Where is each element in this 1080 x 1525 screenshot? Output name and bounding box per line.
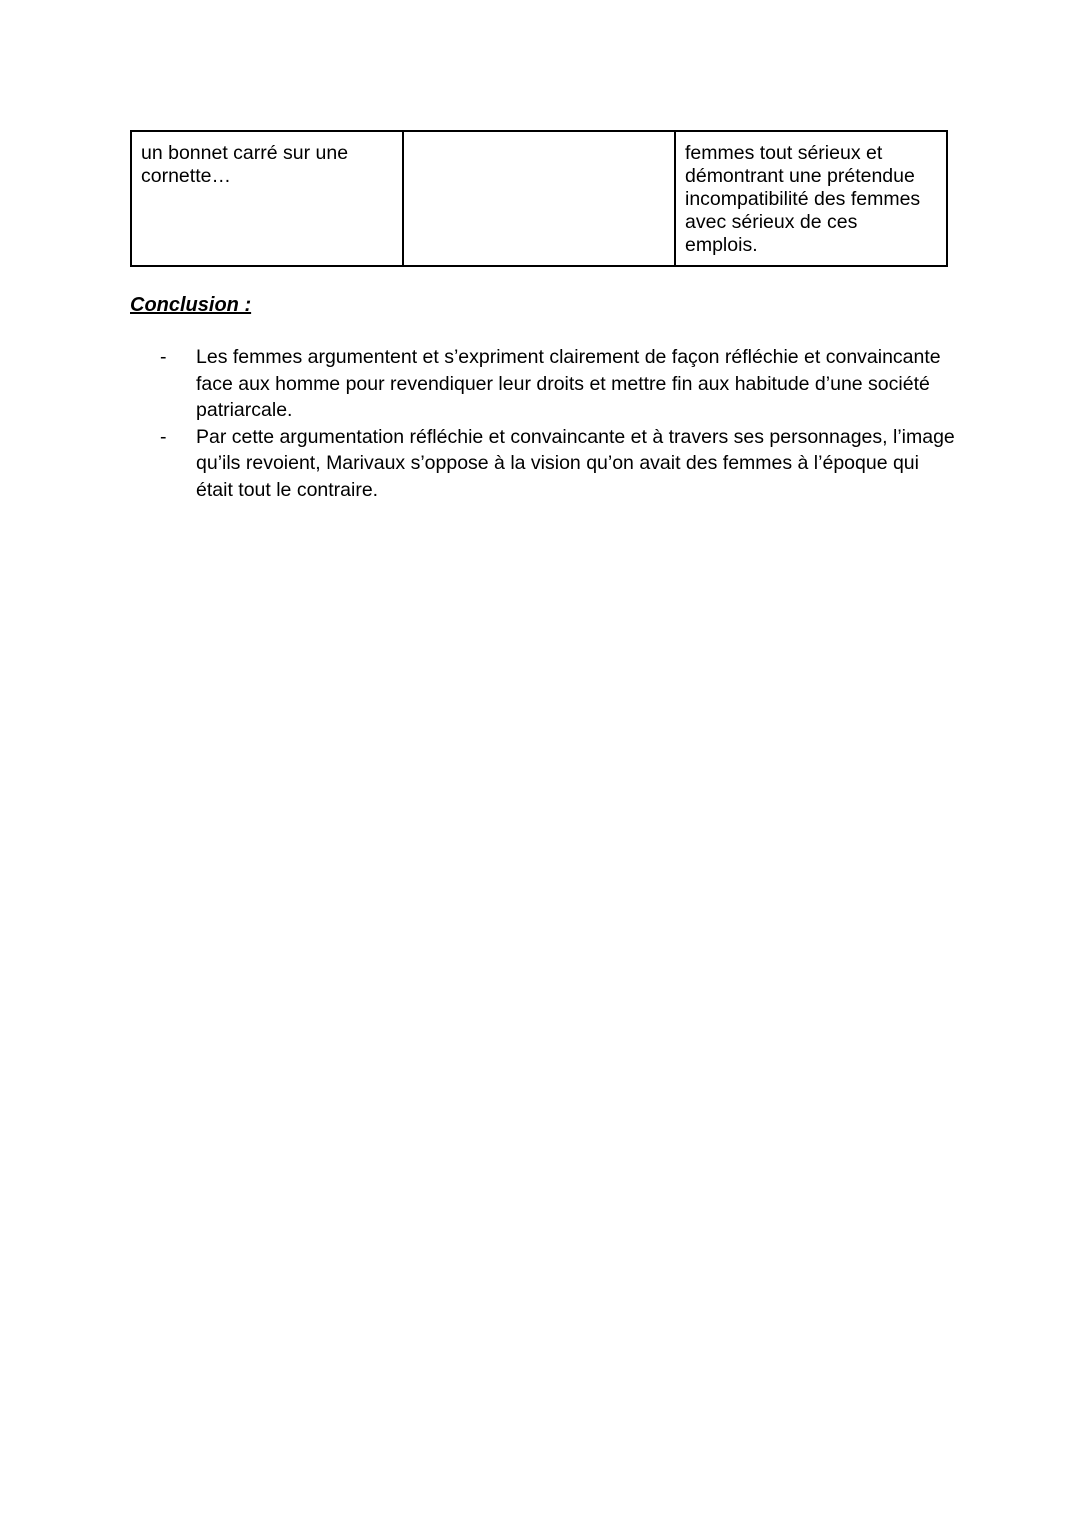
table-cell-col-2 bbox=[403, 131, 675, 266]
list-item-text: Par cette argumentation réfléchie et convaincante et à travers ses personnages, l’image qu’ils revoient, Marivaux s’oppose à la vision qu’on avait des femmes à l’époque qui était tout le contraire. bbox=[196, 425, 955, 501]
table-cell-col-1: un bonnet carré sur une cornette… bbox=[131, 131, 403, 266]
conclusion-list bbox=[160, 344, 960, 503]
bullet-dash: - bbox=[160, 346, 167, 368]
table-row bbox=[131, 131, 947, 266]
conclusion-heading: Conclusion : bbox=[130, 294, 252, 316]
list-item bbox=[160, 344, 960, 424]
list-item bbox=[160, 424, 960, 504]
list-item-text: Les femmes argumentent et s’expriment clairement de façon réfléchie et convaincante face aux homme pour revendiquer leur droits et mettre fin aux habitude d’une société patriarcale. bbox=[196, 346, 941, 421]
table-cell-col-3: femmes tout sérieux et démontrant une prétendue incompatibilité des femmes avec sérieux de ces emplois. bbox=[675, 131, 947, 266]
bullet-dash: - bbox=[160, 425, 167, 448]
comparison-table bbox=[130, 130, 948, 267]
